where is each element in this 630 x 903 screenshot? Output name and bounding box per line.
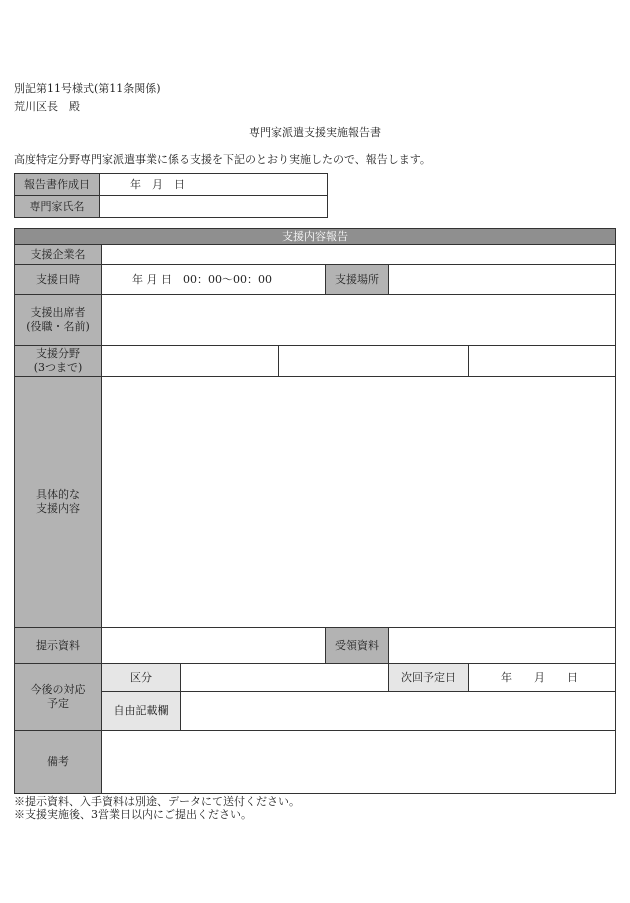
attendee-label-line1: 支援出席者	[30, 306, 86, 319]
place-field[interactable]	[389, 265, 616, 295]
support-report-table	[14, 228, 616, 794]
remarks-label: 備考	[15, 731, 102, 794]
report-date-label: 報告書作成日	[15, 174, 100, 196]
field-input-2[interactable]	[279, 346, 469, 377]
future-plan-label-line1: 今後の対応	[30, 683, 86, 696]
attendee-field[interactable]	[102, 295, 616, 346]
company-field[interactable]	[102, 245, 616, 265]
field-label	[15, 346, 102, 377]
field-label-line1: 支援分野	[36, 347, 80, 360]
future-plan-label	[15, 664, 102, 731]
attendee-label	[15, 295, 102, 346]
section-header: 支援内容報告	[15, 229, 616, 245]
next-date-label: 次回予定日	[389, 664, 469, 692]
report-info-table	[14, 173, 328, 218]
report-date-field[interactable]	[100, 174, 328, 196]
free-entry-label: 自由記載欄	[102, 692, 181, 731]
field-input-3[interactable]	[469, 346, 616, 377]
remarks-field[interactable]	[102, 731, 616, 794]
field-label-line2: (3つまで)	[33, 361, 83, 374]
content-field[interactable]	[102, 377, 616, 628]
future-plan-label-line2: 予定	[47, 697, 69, 710]
lead-text: 高度特定分野専門家派遣事業に係る支援を下記のとおり実施したので、報告します。	[14, 153, 431, 166]
category-field[interactable]	[181, 664, 389, 692]
content-label	[15, 377, 102, 628]
datetime-value: 年 月 日 00：00〜00：00	[132, 272, 272, 286]
attendee-label-line2: (役職・名前)	[26, 320, 90, 333]
next-date-field[interactable]	[469, 664, 616, 692]
received-materials-field[interactable]	[389, 628, 616, 664]
document-title: 専門家派遣支援実施報告書	[249, 126, 381, 139]
report-date-value: 年 月 日	[130, 177, 185, 191]
next-date-value: 年 月 日	[501, 670, 578, 684]
category-label: 区分	[102, 664, 181, 692]
company-label: 支援企業名	[15, 245, 102, 265]
received-materials-label: 受領資料	[326, 628, 389, 664]
content-label-line1: 具体的な	[36, 488, 80, 501]
expert-name-field[interactable]	[100, 196, 328, 218]
place-label: 支援場所	[326, 265, 389, 295]
presented-materials-label: 提示資料	[15, 628, 102, 664]
presented-materials-field[interactable]	[102, 628, 326, 664]
expert-name-label: 専門家氏名	[15, 196, 100, 218]
addressee: 荒川区長 殿	[14, 100, 80, 113]
note-2: ※支援実施後、3営業日以内にご提出ください。	[14, 808, 252, 821]
datetime-label: 支援日時	[15, 265, 102, 295]
field-input-1[interactable]	[102, 346, 279, 377]
note-1: ※提示資料、入手資料は別途、データにて送付ください。	[14, 795, 300, 808]
form-number: 別記第11号様式(第11条関係)	[14, 82, 161, 95]
content-label-line2: 支援内容	[36, 502, 80, 515]
datetime-field[interactable]	[102, 265, 326, 295]
free-entry-field[interactable]	[181, 692, 616, 731]
